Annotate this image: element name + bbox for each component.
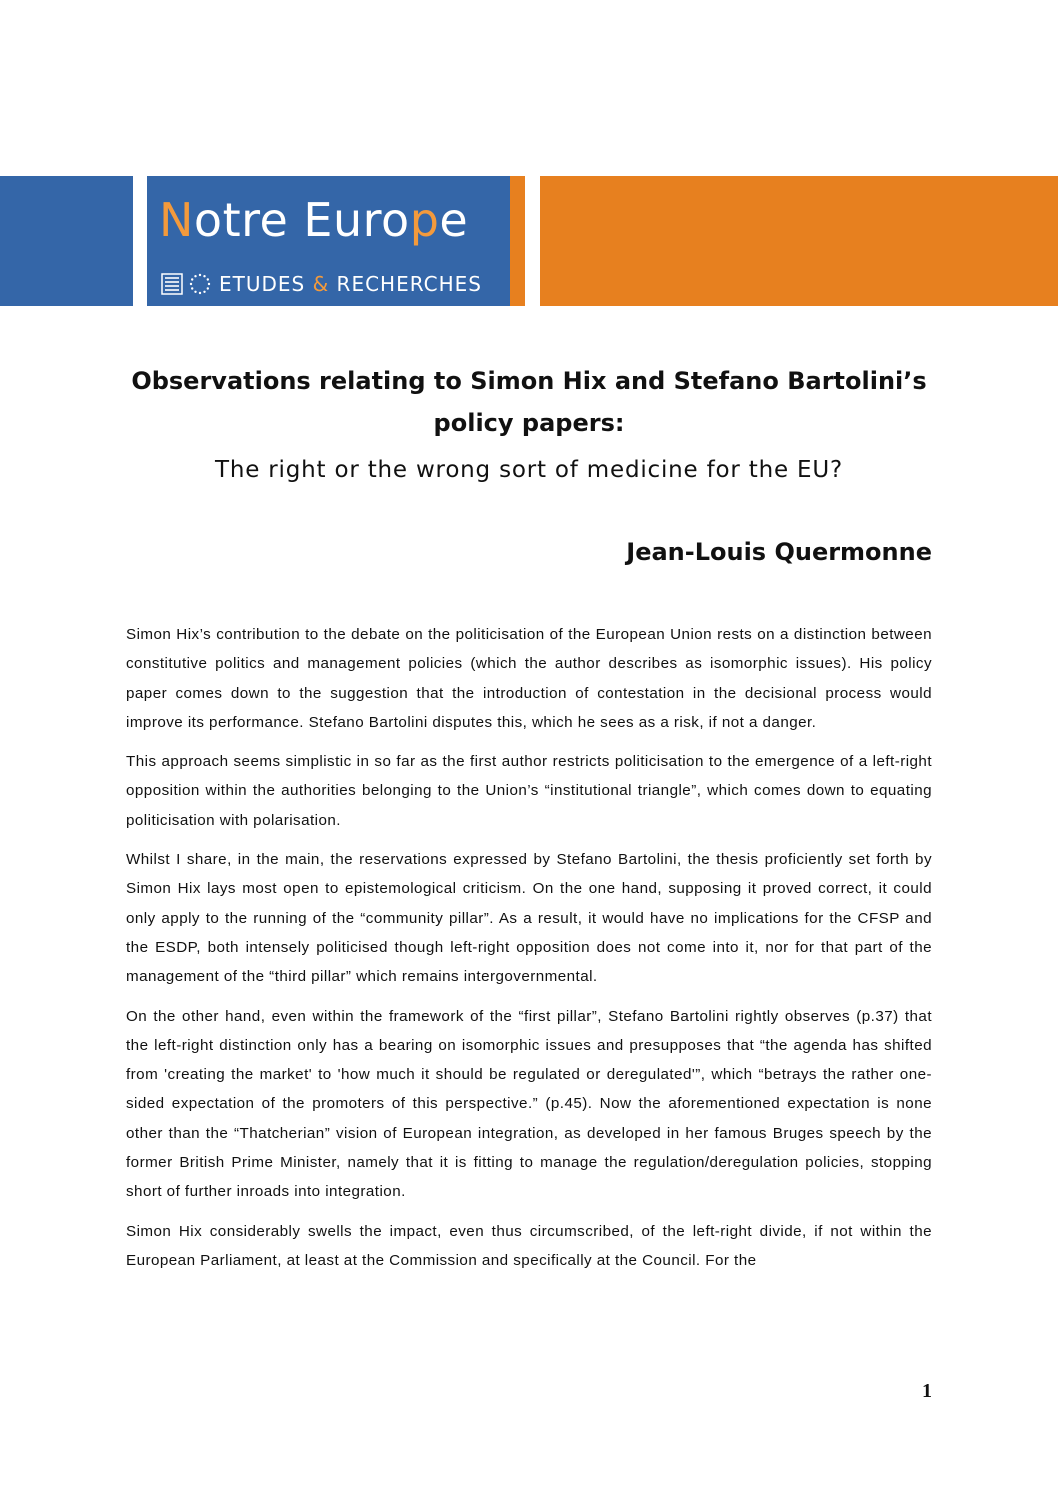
logo-series: [161, 272, 482, 296]
document-body: [126, 620, 932, 1285]
logo-letter-accent: p: [409, 193, 440, 247]
logo-series-amp: &: [312, 272, 330, 296]
logo-text: otre Euro: [193, 193, 410, 247]
body-paragraph: Simon Hix’s contribution to the debate on the politicisation of the European Union rests on a distinction between constitutive politics and management policies (which the author describes as isomorphic issues). His policy paper comes down to the suggestion that the introduction of contestation in the decisional process would improve its performance. Stefano Bartolini disputes this, which he sees as a risk, if not a danger.: [126, 626, 932, 731]
document-icon: [161, 273, 183, 295]
banner-orange-strip: [510, 176, 525, 306]
logo-letter-accent: N: [159, 193, 194, 247]
author-name: Jean-Louis Quermonne: [626, 538, 932, 566]
body-paragraph: Whilst I share, in the main, the reservations expressed by Stefano Bartolini, the thesis proficiently set forth by Simon Hix lays most open to epistemological criticism. On the one hand, supposing it proved correct, it could only apply to the running of the “community pillar”. As a result, it would have no implications for the CFSP and the ESDP, both intensely politicised though left-right opposition does not come into it, nor for that part of the management of the “third pillar” which remains intergovernmental.: [126, 851, 932, 986]
document-title-line-2: policy papers:: [433, 409, 625, 437]
logo-series-text: [219, 272, 482, 296]
eu-stars-icon: [189, 273, 211, 295]
logo-series-part: ETUDES: [219, 272, 313, 296]
document-title-line-1: Observations relating to Simon Hix and Stefano Bartolini’s: [131, 367, 927, 395]
banner-blue-block-left: [0, 176, 133, 306]
body-paragraph: On the other hand, even within the framework of the “first pillar”, Stefano Bartolini rightly observes (p.37) that the left-right distinction only has a bearing on isomorphic issues and presupposes that “the agenda has shifted from 'creating the market' to 'how much it should be regulated or deregulated'”, which “betrays the rather one-sided expectation of the promoters of this perspective.” (p.45). Now the aforementioned expectation is none other than the “Thatcherian” vision of European integration, as developed in her famous Bruges speech by the former British Prime Minister, namely that it is fitting to manage the regulation/deregulation policies, stopping short of further inroads into integration.: [126, 1007, 932, 1201]
logo: [147, 176, 510, 306]
logo-text: e: [439, 193, 469, 247]
page-number: 1: [922, 1380, 932, 1402]
header-banner: [0, 176, 1058, 306]
body-paragraph: This approach seems simplistic in so far as the first author restricts politicisation to the emergence of a left-right opposition within the authorities belonging to the Union’s “institutional triangle”, which comes down to equating politicisation with polarisation.: [126, 753, 932, 829]
logo-wordmark: [159, 192, 468, 248]
banner-orange-block-right: [540, 176, 1058, 306]
logo-series-part: RECHERCHES: [329, 272, 482, 296]
document-subtitle: The right or the wrong sort of medicine for the EU?: [215, 457, 843, 483]
body-paragraph: Simon Hix considerably swells the impact, even thus circumscribed, of the left-right divide, if not within the European Parliament, at least at the Commission and specifically at the Council. For the: [126, 1222, 932, 1269]
